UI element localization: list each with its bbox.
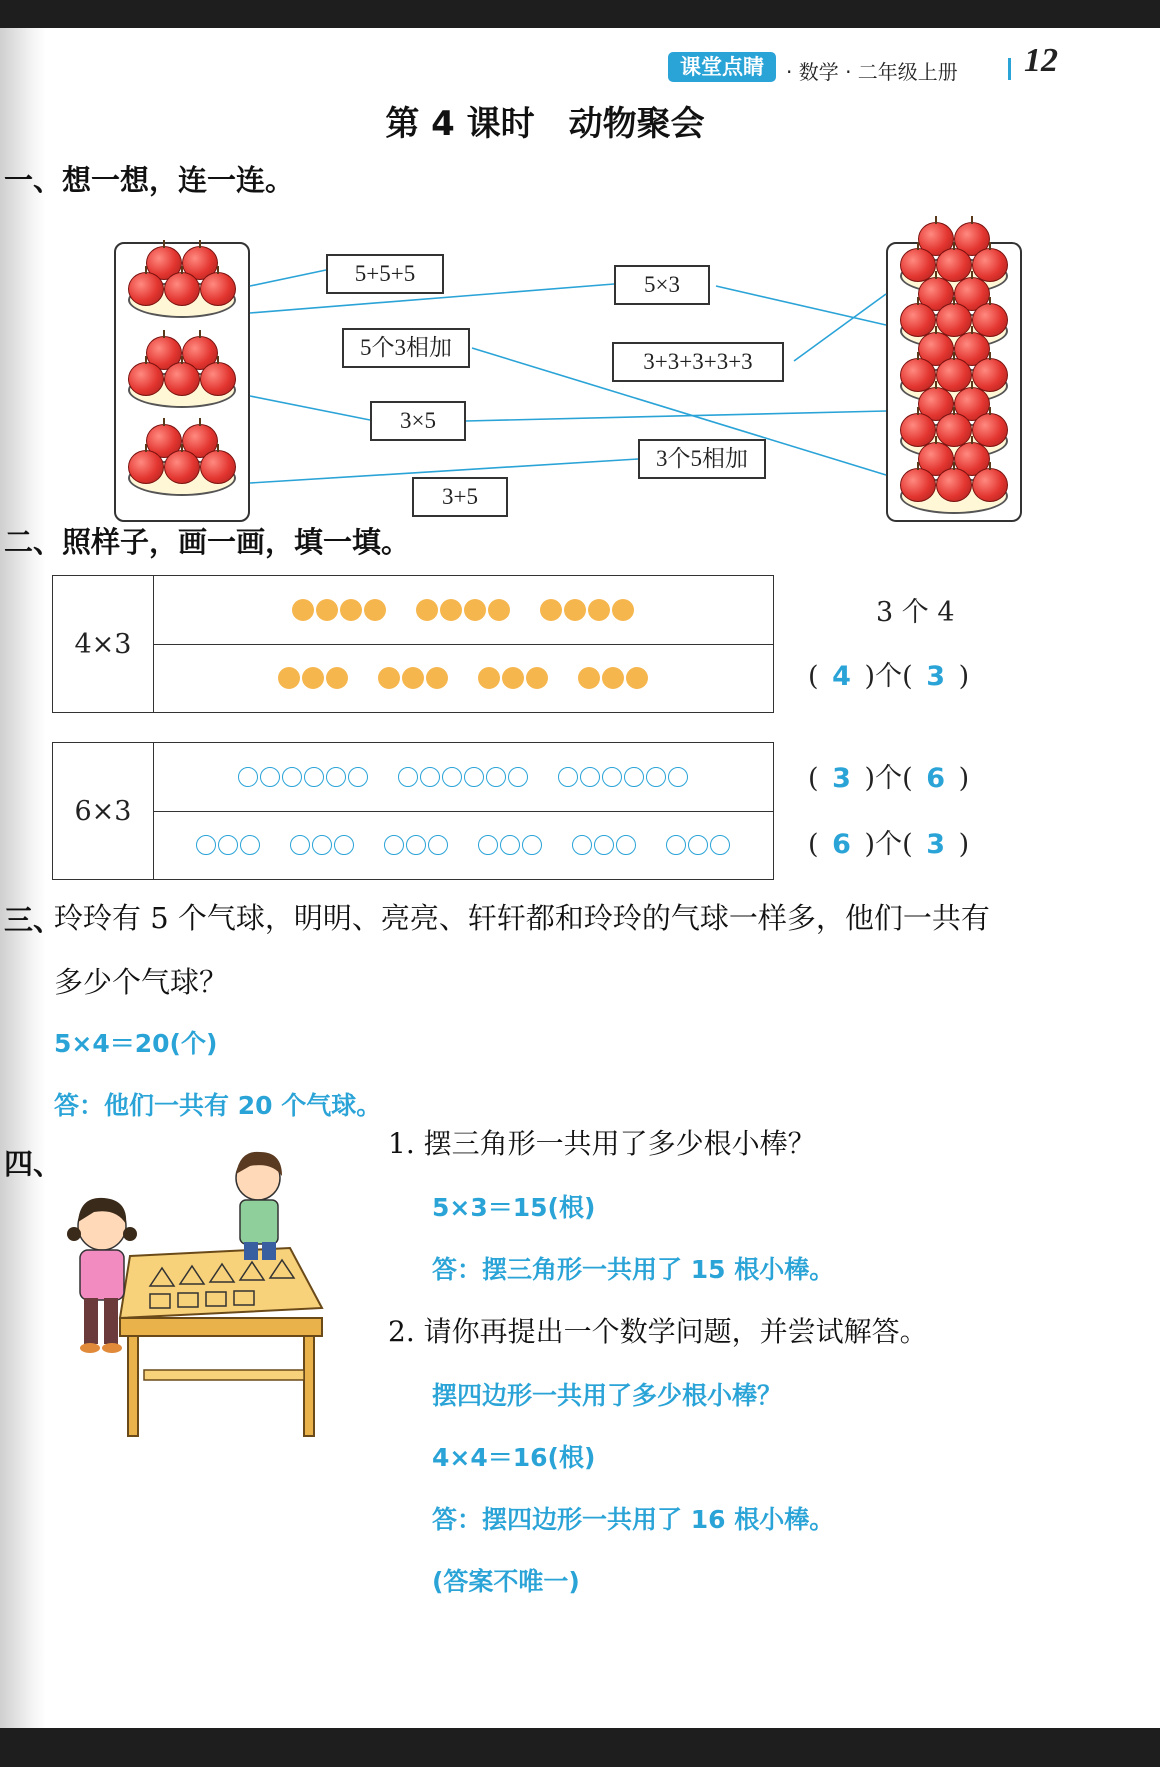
- dot-group: [378, 667, 448, 689]
- expr-3of5[interactable]: 3个5相加: [638, 439, 766, 479]
- dot-group: [292, 599, 386, 621]
- table1-answer2: [808, 654, 969, 693]
- table2-row1: [153, 743, 773, 811]
- q1-text: 1. 摆三角形一共用了多少根小棒？: [388, 1127, 816, 1160]
- hollow-circle: [486, 767, 506, 787]
- table1-row1: [153, 576, 773, 644]
- table2-answer2-b[interactable]: 3: [926, 829, 946, 860]
- page-number: 12: [1024, 42, 1058, 79]
- section4-heading: 四、: [4, 1147, 63, 1181]
- paren-close: ): [864, 829, 876, 860]
- hollow-circle: [428, 835, 448, 855]
- paren-open: (: [808, 661, 819, 692]
- q2-answer[interactable]: 答：摆四边形一共用了 16 根小棒。: [432, 1505, 835, 1534]
- section3-equation[interactable]: 5×4＝20(个): [54, 1029, 218, 1058]
- section1-heading: 一、想一想，连一连。: [4, 163, 295, 197]
- filled-dot: [326, 667, 348, 689]
- filled-dot: [488, 599, 510, 621]
- section2-heading: 二、照样子，画一画，填一填。: [4, 525, 411, 559]
- filled-dot: [316, 599, 338, 621]
- unit: 个: [875, 661, 903, 692]
- table2-answer2-a[interactable]: 6: [832, 829, 851, 860]
- line-3x5-right: [466, 411, 886, 421]
- worksheet-page: [0, 28, 1160, 1728]
- table2-answer1: [808, 756, 969, 795]
- paren-close: ): [958, 661, 970, 692]
- hollow-circle: [478, 835, 498, 855]
- hollow-circle: [282, 767, 302, 787]
- line-3plus3-right: [794, 294, 886, 361]
- hollow-circle: [572, 835, 592, 855]
- hollow-circle: [500, 835, 520, 855]
- table2-answer1-a[interactable]: 3: [832, 763, 851, 794]
- table2-label: 6×3: [74, 795, 132, 827]
- line-tray2-3x5: [250, 396, 370, 420]
- expr-5of3[interactable]: 5个3相加: [342, 328, 470, 368]
- filled-dot: [440, 599, 462, 621]
- q1-equation[interactable]: 5×3＝15(根): [432, 1193, 596, 1222]
- hollow-circle: [668, 767, 688, 787]
- hollow-circle: [240, 835, 260, 855]
- hollow-circle: [334, 835, 354, 855]
- q2-text: 2. 请你再提出一个数学问题，并尝试解答。: [388, 1315, 928, 1348]
- hollow-circle: [580, 767, 600, 787]
- hollow-circle: [710, 835, 730, 855]
- filled-dot: [464, 599, 486, 621]
- hollow-circle: [624, 767, 644, 787]
- hollow-circle: [646, 767, 666, 787]
- hollow-circle: [312, 835, 332, 855]
- hollow-circle: [238, 767, 258, 787]
- hollow-circle: [442, 767, 462, 787]
- hollow-circle: [508, 767, 528, 787]
- filled-dot: [602, 667, 624, 689]
- table1-answer2-a[interactable]: 4: [832, 661, 851, 692]
- filled-dot: [588, 599, 610, 621]
- hollow-circle: [398, 767, 418, 787]
- hollow-circle: [196, 835, 216, 855]
- table1-answer2-b[interactable]: 3: [926, 661, 946, 692]
- paren-open: (: [902, 829, 913, 860]
- dot-group: [540, 599, 634, 621]
- q2-note[interactable]: (答案不唯一): [432, 1567, 580, 1596]
- hollow-circle: [522, 835, 542, 855]
- q2-equation[interactable]: 4×4＝16(根): [432, 1443, 596, 1472]
- filled-dot: [364, 599, 386, 621]
- filled-dot: [478, 667, 500, 689]
- hollow-circle: [688, 835, 708, 855]
- table1-answer1: 3 个 4: [876, 597, 955, 628]
- table2-row2: [153, 811, 773, 879]
- dot-group: [398, 767, 528, 787]
- unit: 个: [875, 829, 903, 860]
- hollow-circle: [406, 835, 426, 855]
- filled-dot: [564, 599, 586, 621]
- dot-group: [290, 835, 354, 855]
- q1-answer[interactable]: 答：摆三角形一共用了 15 根小棒。: [432, 1255, 835, 1284]
- table-4x3: [52, 575, 774, 713]
- expr-3plus3plus3plus3plus3[interactable]: 3+3+3+3+3: [612, 342, 784, 382]
- dot-group: [572, 835, 636, 855]
- hollow-circle: [558, 767, 578, 787]
- filled-dot: [416, 599, 438, 621]
- filled-dot: [612, 599, 634, 621]
- hollow-circle: [218, 835, 238, 855]
- paren-close: ): [958, 829, 970, 860]
- filled-dot: [378, 667, 400, 689]
- q2-question[interactable]: 摆四边形一共用了多少根小棒？: [432, 1381, 783, 1410]
- dot-group: [558, 767, 688, 787]
- filled-dot: [302, 667, 324, 689]
- filled-dot: [292, 599, 314, 621]
- table-6x3: [52, 742, 774, 880]
- paren-open: (: [902, 661, 913, 692]
- table2-answer1-b[interactable]: 6: [926, 763, 946, 794]
- line-5x3-right: [716, 286, 886, 325]
- paren-close: ): [864, 763, 876, 794]
- hollow-circle: [420, 767, 440, 787]
- filled-dot: [340, 599, 362, 621]
- hollow-circle: [602, 767, 622, 787]
- section3-heading: 三、: [4, 903, 63, 937]
- section3-question-line2: 多少个气球？: [54, 965, 229, 999]
- dot-group: [278, 667, 348, 689]
- expr-5x3[interactable]: 5×3: [614, 265, 710, 305]
- dot-group: [196, 835, 260, 855]
- filled-dot: [278, 667, 300, 689]
- table2-answer2: [808, 822, 969, 861]
- filled-dot: [578, 667, 600, 689]
- filled-dot: [402, 667, 424, 689]
- paren-open: (: [808, 829, 819, 860]
- dot-group: [384, 835, 448, 855]
- filled-dot: [426, 667, 448, 689]
- filled-dot: [540, 599, 562, 621]
- hollow-circle: [304, 767, 324, 787]
- paren-close: ): [958, 763, 970, 794]
- paren-open: (: [902, 763, 913, 794]
- paren-open: (: [808, 763, 819, 794]
- dot-group: [478, 835, 542, 855]
- hollow-circle: [464, 767, 484, 787]
- paren-close: ): [864, 661, 876, 692]
- lesson-title: 第 4 课时 动物聚会: [385, 104, 705, 144]
- table1-row2: [153, 644, 773, 712]
- header-badge: 课堂点睛: [668, 52, 776, 82]
- section3-answer[interactable]: 答：他们一共有 20 个气球。: [54, 1091, 382, 1120]
- hollow-circle: [616, 835, 636, 855]
- unit: 个: [875, 763, 903, 794]
- hollow-circle: [384, 835, 404, 855]
- filled-dot: [502, 667, 524, 689]
- line-tray1-5plus5plus5: [250, 270, 326, 286]
- hollow-circle: [666, 835, 686, 855]
- hollow-circle: [290, 835, 310, 855]
- table1-label: 4×3: [74, 628, 132, 660]
- hollow-circle: [260, 767, 280, 787]
- dot-group: [238, 767, 368, 787]
- expr-3x5[interactable]: 3×5: [370, 401, 466, 441]
- expr-5plus5plus5[interactable]: 5+5+5: [326, 254, 444, 294]
- section3-question-line1: 玲玲有 5 个气球，明明、亮亮、轩轩都和玲玲的气球一样多，他们一共有: [54, 901, 990, 935]
- matching-lines: [0, 28, 1160, 548]
- header-subtitle: · 数学 · 二年级上册: [786, 60, 958, 84]
- dot-group: [478, 667, 548, 689]
- children-table-illustration: [50, 1138, 330, 1448]
- filled-dot: [626, 667, 648, 689]
- hollow-circle: [594, 835, 614, 855]
- hollow-circle: [326, 767, 346, 787]
- dot-group: [578, 667, 648, 689]
- hollow-circle: [348, 767, 368, 787]
- dot-group: [416, 599, 510, 621]
- expr-3plus5[interactable]: 3+5: [412, 477, 508, 517]
- dot-group: [666, 835, 730, 855]
- filled-dot: [526, 667, 548, 689]
